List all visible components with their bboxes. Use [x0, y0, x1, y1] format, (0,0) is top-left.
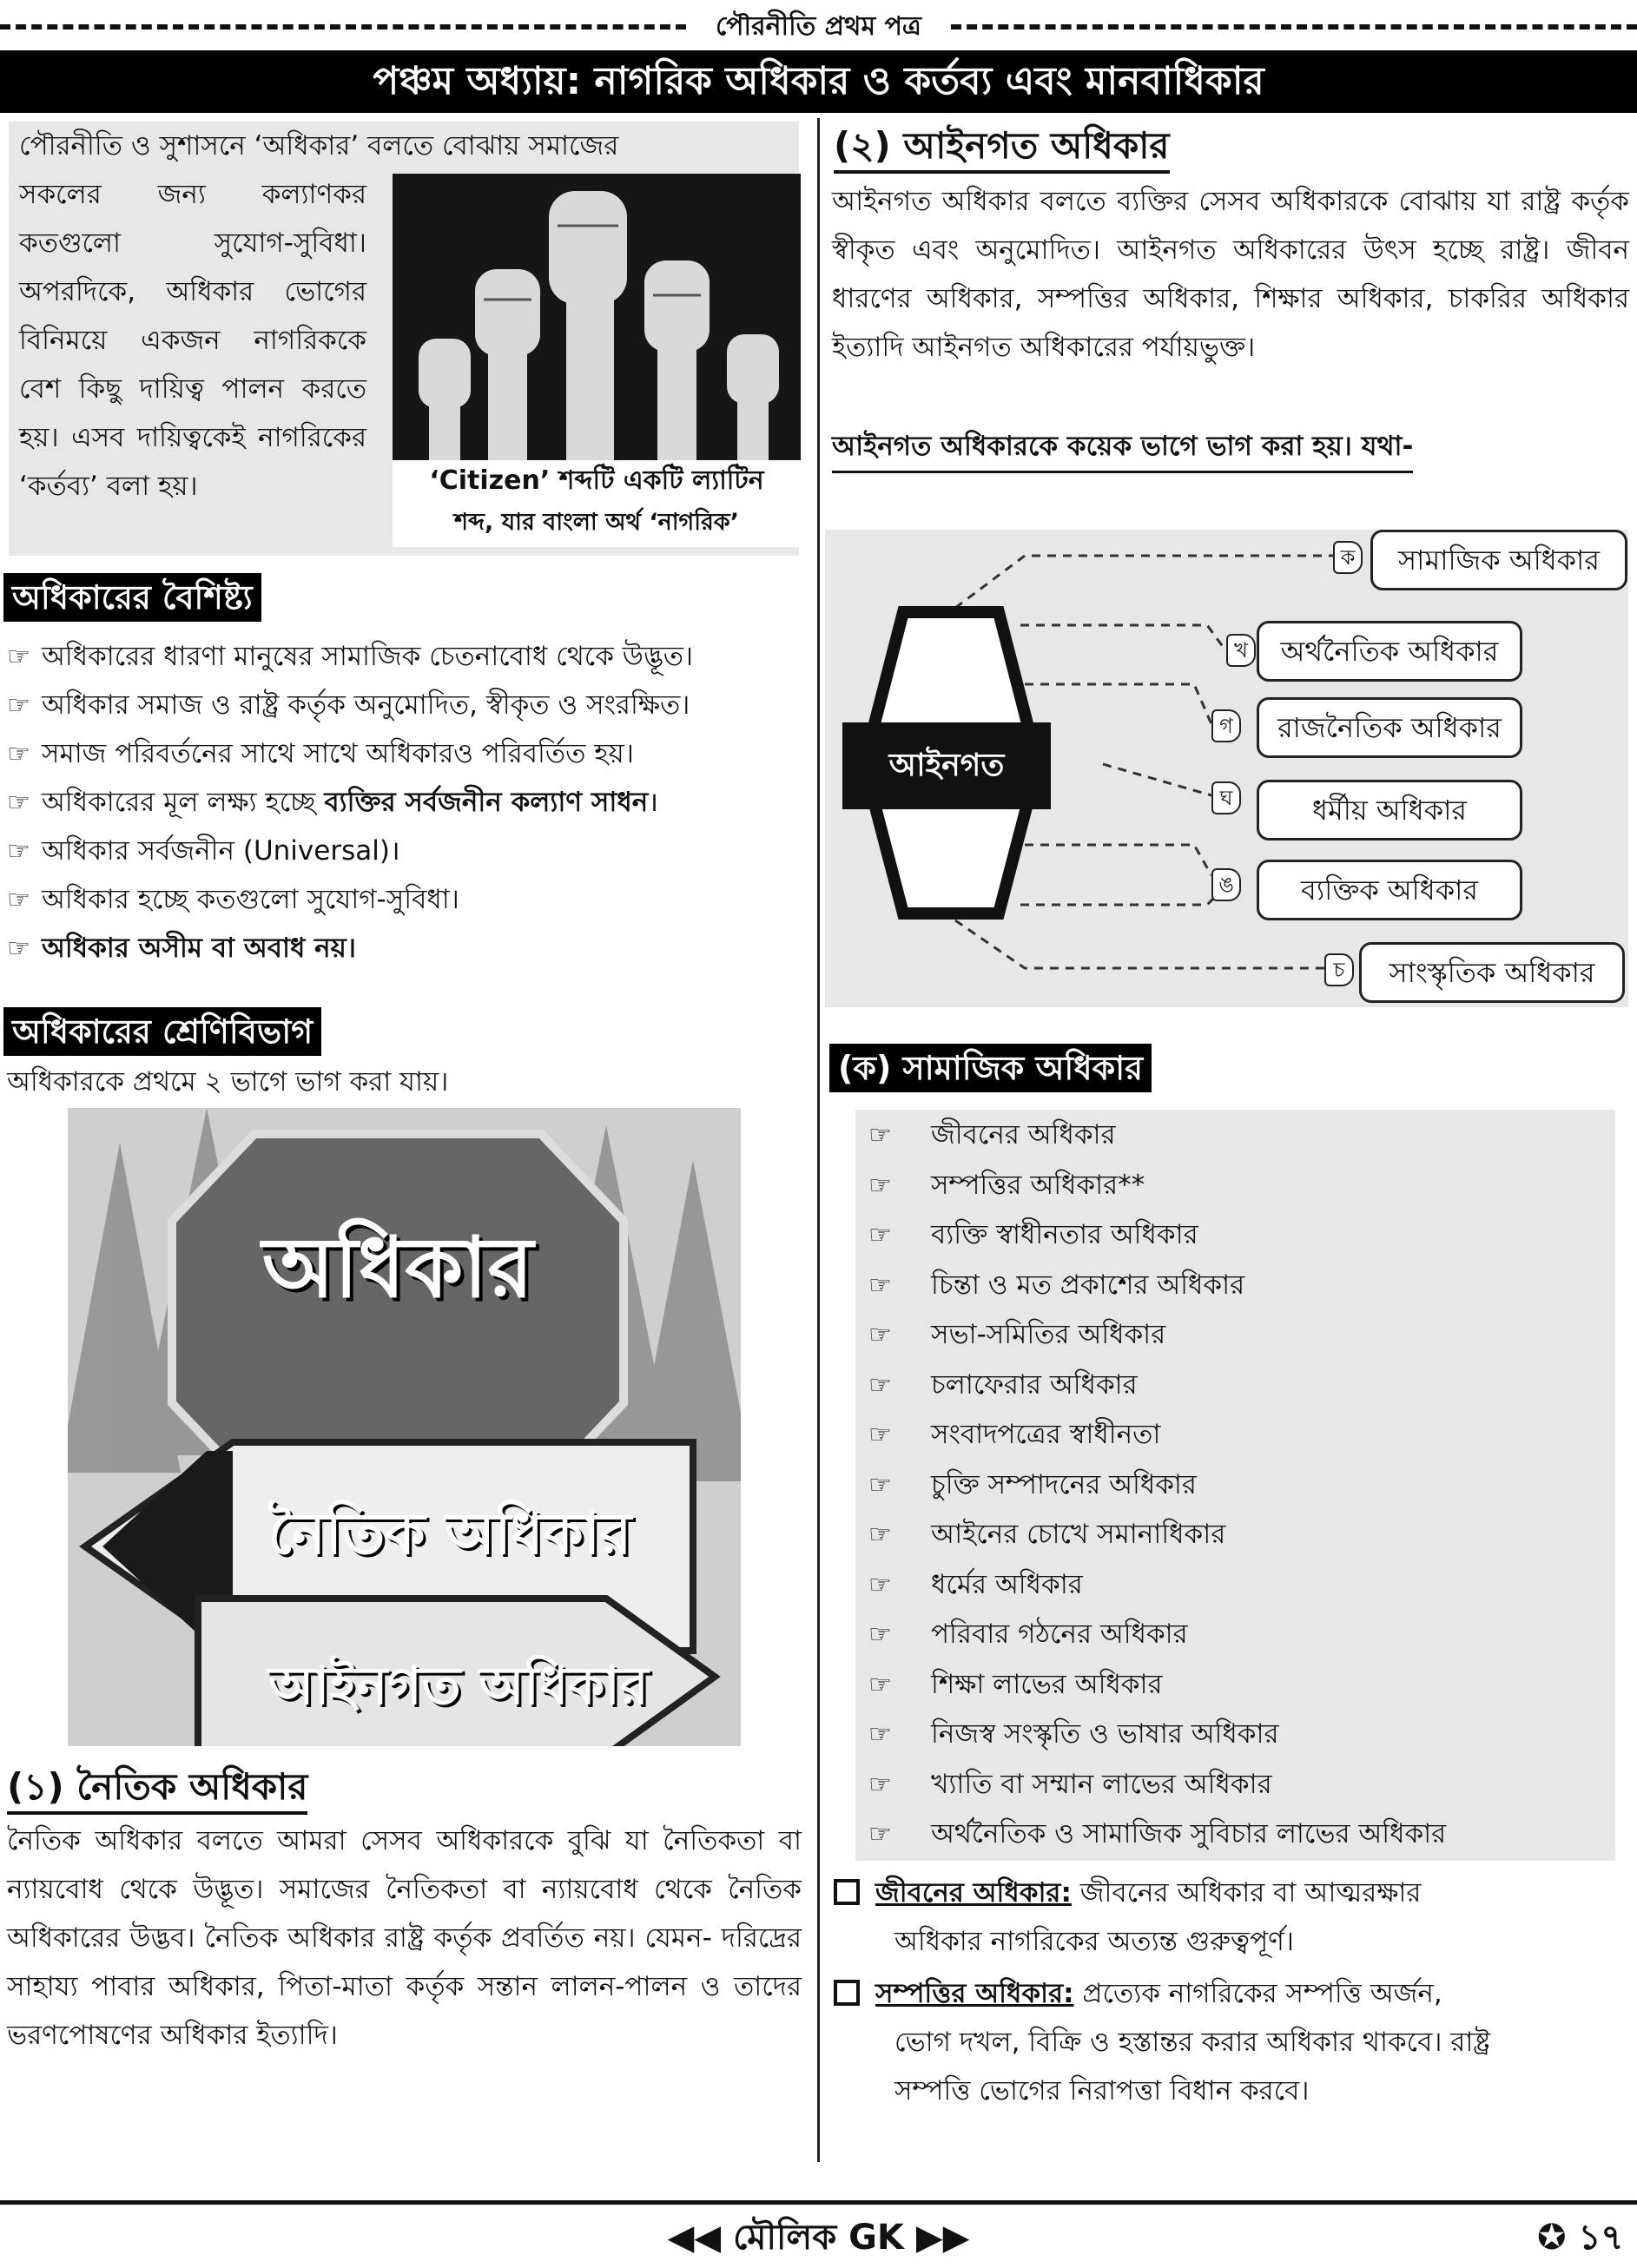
list-item: ☞ চলাফেরার অধিকার	[868, 1361, 1446, 1411]
social-list	[868, 1111, 1446, 1860]
citizen-caption	[393, 460, 801, 547]
running-title: পৌরনীতি প্রথম পত্র	[695, 5, 942, 49]
classification-heading: অধিকারের শ্রেণিবিভাগ	[3, 1007, 321, 1056]
node-letter-5: ঙ	[1211, 868, 1241, 901]
pointing-hand-icon: ☞	[7, 788, 30, 818]
caption-line-2: শব্দ, যার বাংলা অর্থ ‘নাগরিক’	[454, 509, 739, 536]
pointing-hand-icon: ☞	[868, 1170, 892, 1201]
feature-item-7: ☞ অধিকার অসীম বা অবাধ নয়।	[7, 924, 356, 973]
pointing-hand-icon: ☞	[7, 933, 30, 964]
list-item: ☞ জীবনের অধিকার	[868, 1111, 1446, 1161]
node-letter-2: খ	[1226, 634, 1256, 667]
intro-first-line: পৌরনীতি ও সুশাসনে ‘অধিকার’ বলতে বোঝায় সমাজের	[19, 130, 619, 162]
list-item: ☞ শিক্ষা লাভের অধিকার	[868, 1660, 1446, 1711]
pointing-hand-icon: ☞	[868, 1719, 892, 1750]
property-right-paragraph: সম্পত্তির অধিকার: প্রত্যেক নাগরিকের সম্পত্তি অর্জন, ভোগ দখল, বিক্রি ও হস্তান্তর করার অধিকার থাকবে। রাষ্ট্র সম্পত্তি ভোগের নিরাপত্তা বিধান করবে।	[834, 1969, 1628, 2115]
fists-image	[393, 174, 801, 460]
intro-text: সকলের জন্য কল্যাণকর কতগুলো সুযোগ-সুবিধা। অপরদিকে, অধিকার ভোগের বিনিময়ে একজন নাগরিককে বেশ কিছু দায়িত্ব পালন করতে হয়। এসব দায়িত্বকেই নাগরিকের ‘কর্তব্য’ বলা হয়।	[19, 179, 366, 502]
pointing-hand-icon: ☞	[868, 1569, 892, 1600]
list-item: ☞ চিন্তা ও মত প্রকাশের অধিকার	[868, 1261, 1446, 1311]
sign-right-label: আইনগত অধিকার	[268, 1656, 649, 1717]
list-item: ☞ সম্পত্তির অধিকার**	[868, 1161, 1446, 1211]
list-item: ☞ ধর্মের অধিকার	[868, 1560, 1446, 1611]
list-item: ☞ সভা-সমিতির অধিকার	[868, 1310, 1446, 1361]
footer-book-title: ◀◀ মৌলিক GK ▶▶	[667, 2218, 970, 2258]
node-letter-3: গ	[1211, 709, 1241, 742]
pointing-hand-icon: ☞	[7, 885, 30, 915]
features-heading: অধিকারের বৈশিষ্ট্য	[3, 573, 261, 622]
star-icon: ✪	[1537, 2218, 1567, 2258]
node-letter-6: চ	[1324, 953, 1354, 986]
feature-item-3: ☞ সমাজ পরিবর্তনের সাথে সাথে অধিকারও পরিবর্তিত হয়।	[7, 729, 634, 779]
pointing-hand-icon: ☞	[7, 690, 30, 721]
pointing-hand-icon: ☞	[868, 1269, 892, 1301]
node-religious: ধর্মীয় অধিকার	[1257, 780, 1522, 841]
life-right-label: জীবনের অধিকার:	[875, 1877, 1072, 1909]
node-letter-4: ঘ	[1211, 781, 1241, 814]
feature-item-6: ☞ অধিকার হচ্ছে কতগুলো সুযোগ-সুবিধা।	[7, 875, 459, 925]
diagram-center: আইনগত অধিকার	[888, 748, 1005, 853]
node-letter-1: ক	[1333, 541, 1363, 574]
feature-item-4: ☞ অধিকারের মূল লক্ষ্য হচ্ছে ব্যক্তির সর্বজনীন কল্যাণ সাধন।	[7, 778, 658, 827]
list-item: ☞ সংবাদপত্রের স্বাধীনতা	[868, 1410, 1446, 1460]
moral-heading: (১) নৈতিক অধিকার	[7, 1763, 307, 1815]
moral-text: নৈতিক অধিকার বলতে আমরা সেসব অধিকারকে বুঝি যা নৈতিকতা বা ন্যায়বোধ থেকে উদ্ভূত। সমাজের নৈতিকতা বা ন্যায়বোধ থেকে নৈতিক অধিকারের উদ্ভব। নৈতিক অধিকার রাষ্ট্র কর্তৃক প্রবর্তিত নয়। যেমন- দরিদ্রের সাহায্য পাবার অধিকার, পিতা-মাতা কর্তৃক সন্তান লালন-পালন ও তাদের ভরণপোষণের অধিকার ইত্যাদি।	[7, 1825, 802, 2051]
list-item: ☞ পরিবার গঠনের অধিকার	[868, 1610, 1446, 1660]
pointing-hand-icon: ☞	[868, 1469, 892, 1500]
raised-fists-icon	[393, 174, 801, 460]
sign-left-label: নৈতিক অধিকার	[267, 1500, 632, 1567]
rights-sign-image	[68, 1108, 741, 1746]
list-item: ☞ ব্যক্তি স্বাধীনতার অধিকার	[868, 1210, 1446, 1261]
pointing-hand-icon: ☞	[868, 1520, 892, 1550]
legal-diagram	[825, 530, 1628, 1007]
list-item: ☞ অর্থনৈতিক ও সামাজিক সুবিচার লাভের অধিকার	[868, 1810, 1446, 1860]
list-item: ☞ নিজস্ব সংস্কৃতি ও ভাষার অধিকার	[868, 1710, 1446, 1760]
pointing-hand-icon: ☞	[868, 1619, 892, 1650]
forward-icon: ▶▶	[915, 2218, 970, 2258]
classification-text: অধিকারকে প্রথমে ২ ভাগে ভাগ করা যায়।	[7, 1066, 449, 1098]
pointing-hand-icon: ☞	[868, 1369, 892, 1401]
list-item: ☞ চুক্তি সম্পাদনের অধিকার	[868, 1460, 1446, 1511]
node-economic: অর্থনৈতিক অধিকার	[1257, 621, 1522, 682]
checkbox-icon	[834, 1879, 860, 1905]
legal-subtext: আইনগত অধিকারকে কয়েক ভাগে ভাগ করা হয়। যথা-	[832, 422, 1413, 473]
pointing-hand-icon: ☞	[868, 1819, 892, 1849]
list-item: ☞ খ্যাতি বা সম্মান লাভের অধিকার	[868, 1760, 1446, 1810]
node-political: রাজনৈতিক অধিকার	[1257, 697, 1522, 758]
pointing-hand-icon: ☞	[868, 1320, 892, 1350]
life-right-paragraph: জীবনের অধিকার: জীবনের অধিকার বা আত্মরক্ষার অধিকার নাগরিকের অত্যন্ত গুরুত্বপূর্ণ।	[834, 1869, 1628, 1966]
node-personal: ব্যক্তিক অধিকার	[1257, 860, 1522, 920]
header-dash-right	[951, 24, 1637, 30]
list-item: ☞ আইনের চোখে সমানাধিকার	[868, 1510, 1446, 1560]
pointing-hand-icon: ☞	[868, 1420, 892, 1450]
legal-text: আইনগত অধিকার বলতে ব্যক্তির সেসব অধিকারকে বোঝায় যা রাষ্ট্র কর্তৃক স্বীকৃত এবং অনুমোদিত। আইনগত অধিকারের উৎস হচ্ছে রাষ্ট্র। জীবন ধারণের অধিকার, সম্পত্তির অধিকার, শিক্ষার অধিকার, চাকরির অধিকার ইত্যাদি আইনগত অধিকারের পর্যায়ভুক্ত।	[832, 186, 1629, 363]
property-right-label: সম্পত্তির অধিকার:	[875, 1978, 1074, 2009]
legal-heading: (২) আইনগত অধিকার	[834, 122, 1170, 174]
pointing-hand-icon: ☞	[868, 1120, 892, 1150]
pointing-hand-icon: ☞	[868, 1220, 892, 1250]
checkbox-icon	[834, 1980, 860, 2006]
social-heading: (ক) সামাজিক অধিকার	[829, 1044, 1152, 1092]
chapter-title: পঞ্চম অধ্যায়: নাগরিক অধিকার ও কর্তব্য এবং মানবাধিকার	[0, 50, 1637, 113]
node-social: সামাজিক অধিকার	[1370, 530, 1627, 590]
page-number: ✪ ১৭	[1537, 2218, 1624, 2258]
pointing-hand-icon: ☞	[7, 836, 30, 867]
feature-item-2: ☞ অধিকার সমাজ ও রাষ্ট্র কর্তৃক অনুমোদিত, স্বীকৃত ও সংরক্ষিত।	[7, 681, 690, 730]
column-divider	[817, 118, 820, 2162]
pointing-hand-icon: ☞	[7, 642, 30, 672]
rewind-icon: ◀◀	[667, 2218, 722, 2258]
sign-main-label: অধিকার	[261, 1219, 534, 1316]
feature-item-5: ☞ অধিকার সর্বজনীন (Universal)।	[7, 827, 400, 876]
node-cultural: সাংস্কৃতিক অধিকার	[1359, 942, 1625, 1003]
pointing-hand-icon: ☞	[868, 1769, 892, 1800]
header-dash-left	[0, 24, 686, 30]
feature-item-1: ☞ অধিকারের ধারণা মানুষের সামাজিক চেতনাবোধ থেকে উদ্ভূত।	[7, 632, 693, 682]
caption-line-1: ‘Citizen’ শব্দটি একটি ল্যাটিন	[429, 465, 764, 496]
pointing-hand-icon: ☞	[7, 739, 30, 769]
pointing-hand-icon: ☞	[868, 1669, 892, 1700]
footer-rule	[0, 2200, 1637, 2205]
